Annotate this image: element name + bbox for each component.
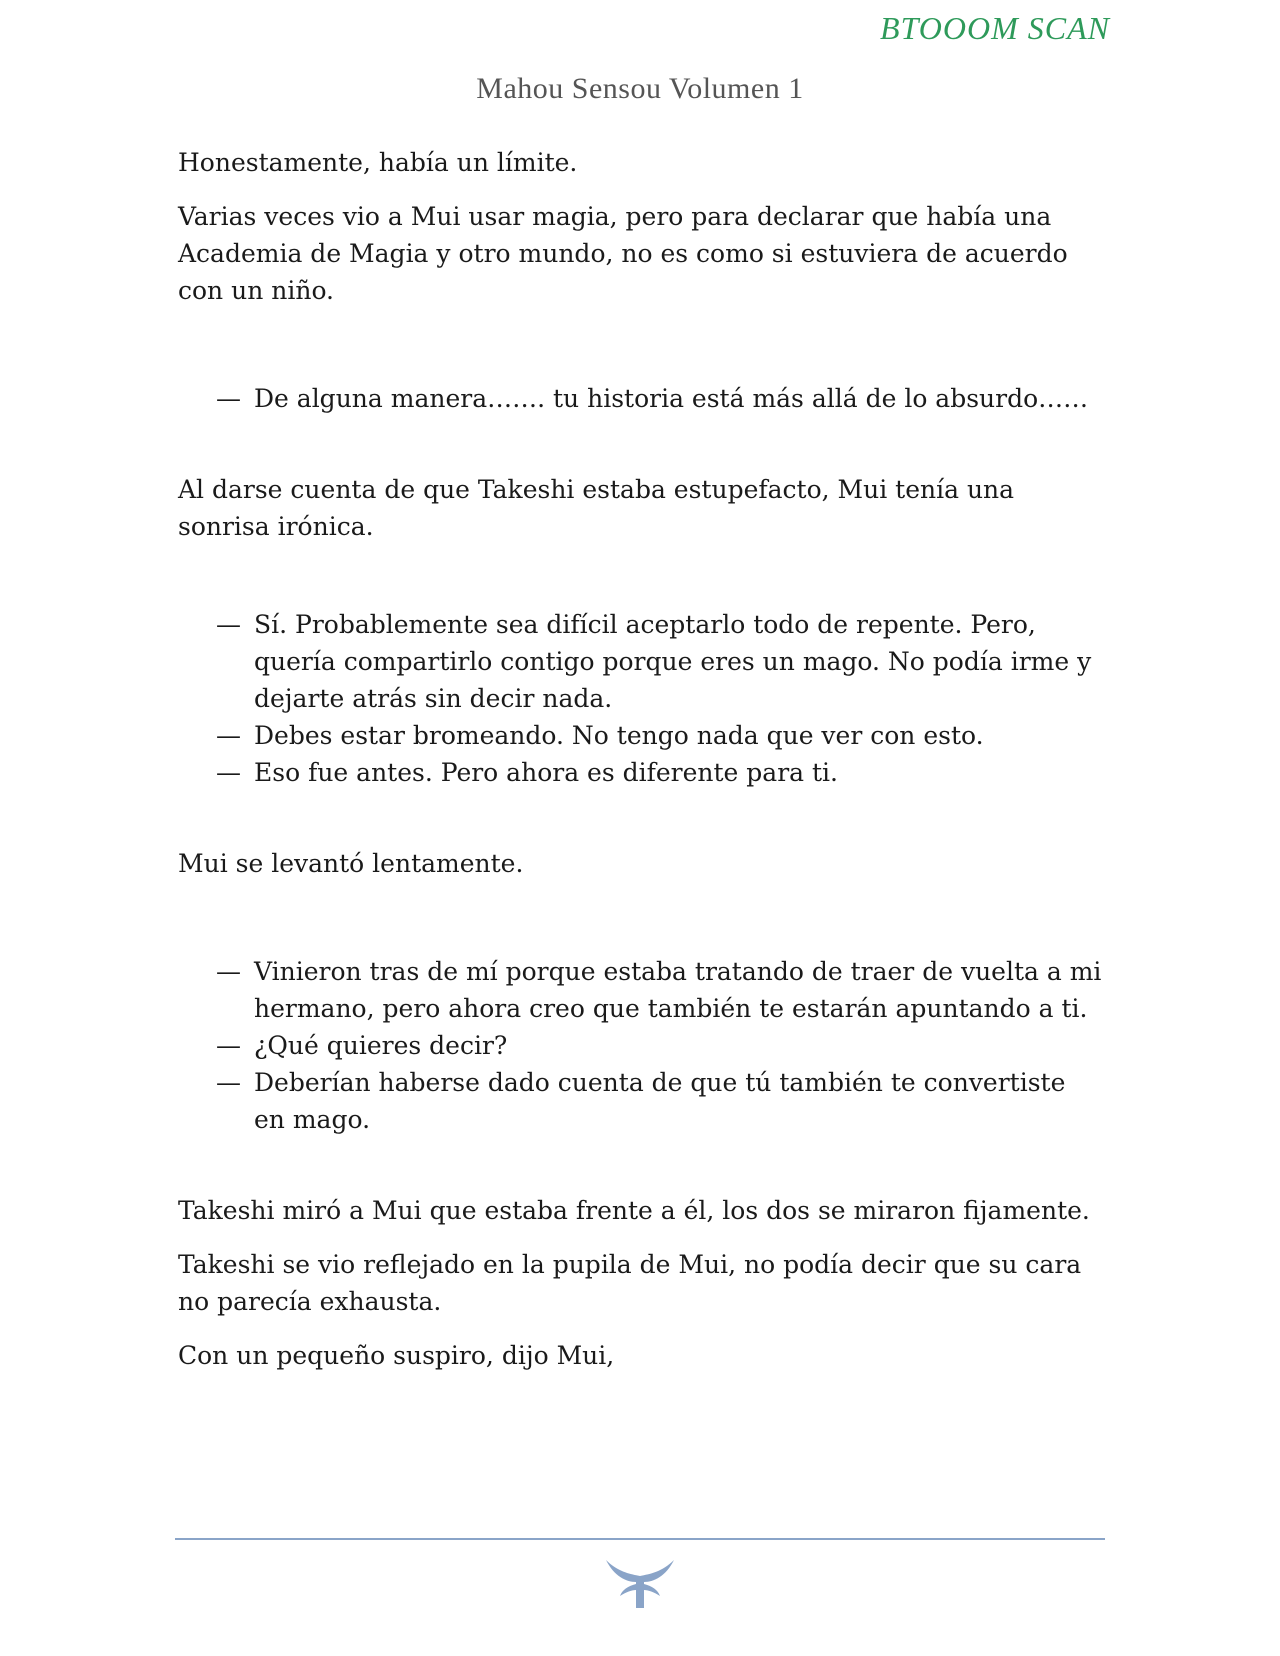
dialogue-text: De alguna manera……. tu historia está más allá de lo absurdo…… <box>254 384 1089 413</box>
paragraph: Con un pequeño suspiro, dijo Mui, <box>178 1341 615 1370</box>
watermark-text: BTOOOM SCAN <box>880 10 1110 46</box>
paragraph: Honestamente, había un límite. <box>178 148 578 177</box>
dialogue-dash: — <box>216 957 241 986</box>
dialogue-text: Eso fue antes. Pero ahora es diferente para ti. <box>254 758 838 787</box>
dialogue-line <box>216 380 1103 417</box>
dialogue-text: Deberían haberse dado cuenta de que tú también te convertiste en mago. <box>254 1068 1066 1134</box>
ornament-icon <box>600 1554 680 1610</box>
dialogue-dash: — <box>216 1068 241 1097</box>
dialogue-text: Debes estar bromeando. No tengo nada que ver con esto. <box>254 721 984 750</box>
running-header: Mahou Sensou Volumen 1 <box>476 72 804 105</box>
page-body <box>178 144 1103 1391</box>
dialogue-text: ¿Qué quieres decir? <box>254 1031 508 1060</box>
dialogue-line <box>216 754 1103 791</box>
dialogue-block <box>178 606 1103 791</box>
dialogue-dash: — <box>216 1031 241 1060</box>
dialogue-line <box>216 717 1103 754</box>
dialogue-line <box>216 953 1103 1027</box>
dialogue-dash: — <box>216 721 241 750</box>
dialogue-line <box>216 1064 1103 1138</box>
paragraph: Takeshi se vio reflejado en la pupila de Mui, no podía decir que su cara no parecía exhausta. <box>178 1250 1082 1316</box>
paragraph: Varias veces vio a Mui usar magia, pero para declarar que había una Academia de Magia y otro mundo, no es como si estuviera de acuerdo con un niño. <box>178 202 1068 305</box>
dialogue-text: Sí. Probablemente sea difícil aceptarlo todo de repente. Pero, quería compartirlo contigo porque eres un mago. No podía irme y dejarte atrás sin decir nada. <box>254 610 1092 713</box>
dialogue-line <box>216 1027 1103 1064</box>
paragraph: Takeshi miró a Mui que estaba frente a él, los dos se miraron fijamente. <box>178 1196 1090 1225</box>
dialogue-dash: — <box>216 610 241 639</box>
footer-divider <box>175 1538 1105 1540</box>
dialogue-block <box>178 953 1103 1138</box>
paragraph: Mui se levantó lentamente. <box>178 849 524 878</box>
dialogue-text: Vinieron tras de mí porque estaba tratando de traer de vuelta a mi hermano, pero ahora creo que también te estarán apuntando a ti. <box>254 957 1102 1023</box>
dialogue-line <box>216 606 1103 717</box>
dialogue-dash: — <box>216 758 241 787</box>
dialogue-dash: — <box>216 384 241 413</box>
paragraph: Al darse cuenta de que Takeshi estaba estupefacto, Mui tenía una sonrisa irónica. <box>178 475 1015 541</box>
dialogue-block <box>178 380 1103 417</box>
